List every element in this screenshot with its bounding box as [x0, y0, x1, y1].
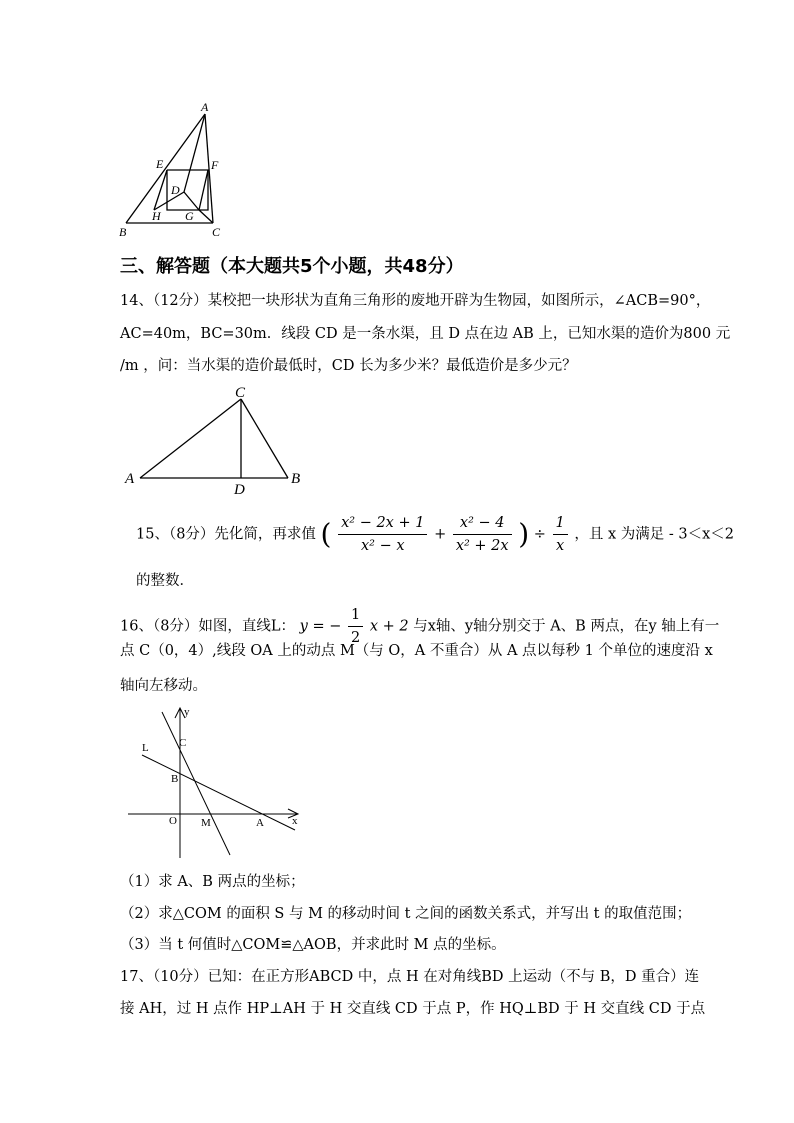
equation-lhs: y = −	[299, 618, 342, 635]
label-h: H	[152, 209, 161, 223]
label-b: B	[291, 471, 301, 487]
equation-rhs: x + 2	[369, 618, 409, 635]
q15-prefix: 15、（8分）先化简，再求值	[136, 526, 316, 543]
q15-line-1	[136, 512, 734, 557]
q16-suffix: 与x轴、y轴分别交于 A、B 两点，在y 轴上有一	[413, 618, 720, 635]
fraction-3	[553, 512, 568, 557]
fraction-1-numerator: x² − 2x + 1	[338, 512, 427, 535]
q14-line-3: /m ，问：当水渠的造价最低时，CD 长为多少米？最低造价是多少元？	[120, 358, 577, 374]
label-b: B	[119, 225, 127, 239]
q14-line-2: AC=40m，BC=30m．线段 CD 是一条水渠，且 D 点在边 AB 上，已知水渠的造价为800 元	[120, 326, 731, 342]
label-m: M	[201, 817, 211, 829]
fraction-2-numerator: x² − 4	[453, 512, 512, 535]
label-a: A	[201, 100, 209, 114]
line-l	[142, 755, 295, 830]
label-a: A	[125, 471, 135, 487]
label-d: D	[171, 183, 180, 197]
edge-cb	[241, 399, 288, 478]
fraction-3-denominator: x	[556, 538, 565, 554]
right-paren: )	[518, 517, 530, 551]
label-l: L	[142, 742, 149, 754]
label-b: B	[171, 773, 179, 785]
q15-line-2: 的整数．	[136, 573, 194, 589]
figure-coordinate-plane	[120, 700, 310, 862]
q16-line-3: 轴向左移动。	[120, 678, 207, 694]
edge-ab	[126, 114, 205, 223]
figure-triangle-square	[115, 98, 235, 240]
fraction-1	[338, 512, 427, 557]
equation-numerator: 1	[348, 604, 363, 627]
segment-gc	[199, 210, 213, 223]
q14-line-1: 14、（12分）某校把一块形状为直角三角形的废地开辟为生物园，如图所示，∠ACB=90°，	[120, 293, 711, 309]
label-x: x	[292, 815, 298, 827]
segment-fg	[199, 170, 208, 210]
plus-sign: +	[434, 526, 447, 543]
label-a: A	[256, 817, 264, 829]
q16-sub-3: （3）当 t 何值时△COM≌△AOB，并求此时 M 点的坐标。	[120, 937, 506, 953]
figure-right-triangle	[120, 383, 310, 498]
label-c: C	[179, 737, 187, 749]
segment-ad	[184, 114, 205, 192]
q16-sub-2: （2）求△COM 的面积 S 与 M 的移动时间 t 之间的函数关系式，并写出 t 的取值范围；	[120, 906, 692, 922]
label-c: C	[212, 225, 221, 239]
divide-sign: ÷	[533, 526, 546, 543]
fraction-1-denominator: x² − x	[361, 538, 405, 554]
q16-line-2: 点 C（0，4）,线段 OA 上的动点 M（与 O，A 不重合）从 A 点以每秒 1 个单位的速度沿 x	[120, 643, 713, 659]
section-title: 三、解答题（本大题共5个小题，共48分）	[120, 256, 464, 277]
fraction-3-numerator: 1	[553, 512, 568, 535]
label-f: F	[211, 158, 219, 172]
segment-dg	[184, 192, 199, 210]
q17-line-1: 17、（10分）已知：在正方形ABCD 中，点 H 在对角线BD 上运动（不与 B，D 重合）连	[120, 969, 700, 985]
label-e: E	[156, 157, 164, 171]
fraction-2-denominator: x² + 2x	[455, 538, 509, 554]
q16-prefix: 16、（8分）如图，直线L：	[120, 618, 296, 635]
fraction-2	[453, 512, 512, 557]
label-y: y	[184, 706, 190, 718]
edge-ac	[140, 399, 241, 478]
q16-sub-1: （1）求 A、B 两点的坐标；	[120, 874, 305, 890]
label-o: O	[169, 815, 177, 827]
label-d: D	[234, 482, 245, 498]
label-c: C	[235, 385, 246, 401]
q15-suffix: ，且 x 为满足 - 3＜x＜2	[574, 526, 735, 543]
label-g: G	[185, 209, 194, 223]
q17-line-2: 接 AH，过 H 点作 HP⊥AH 于 H 交直线 CD 于点 P，作 HQ⊥BD 于 H 交直线 CD 于点	[120, 1001, 706, 1017]
equation-denominator: 2	[351, 630, 361, 646]
left-paren: (	[320, 517, 332, 551]
